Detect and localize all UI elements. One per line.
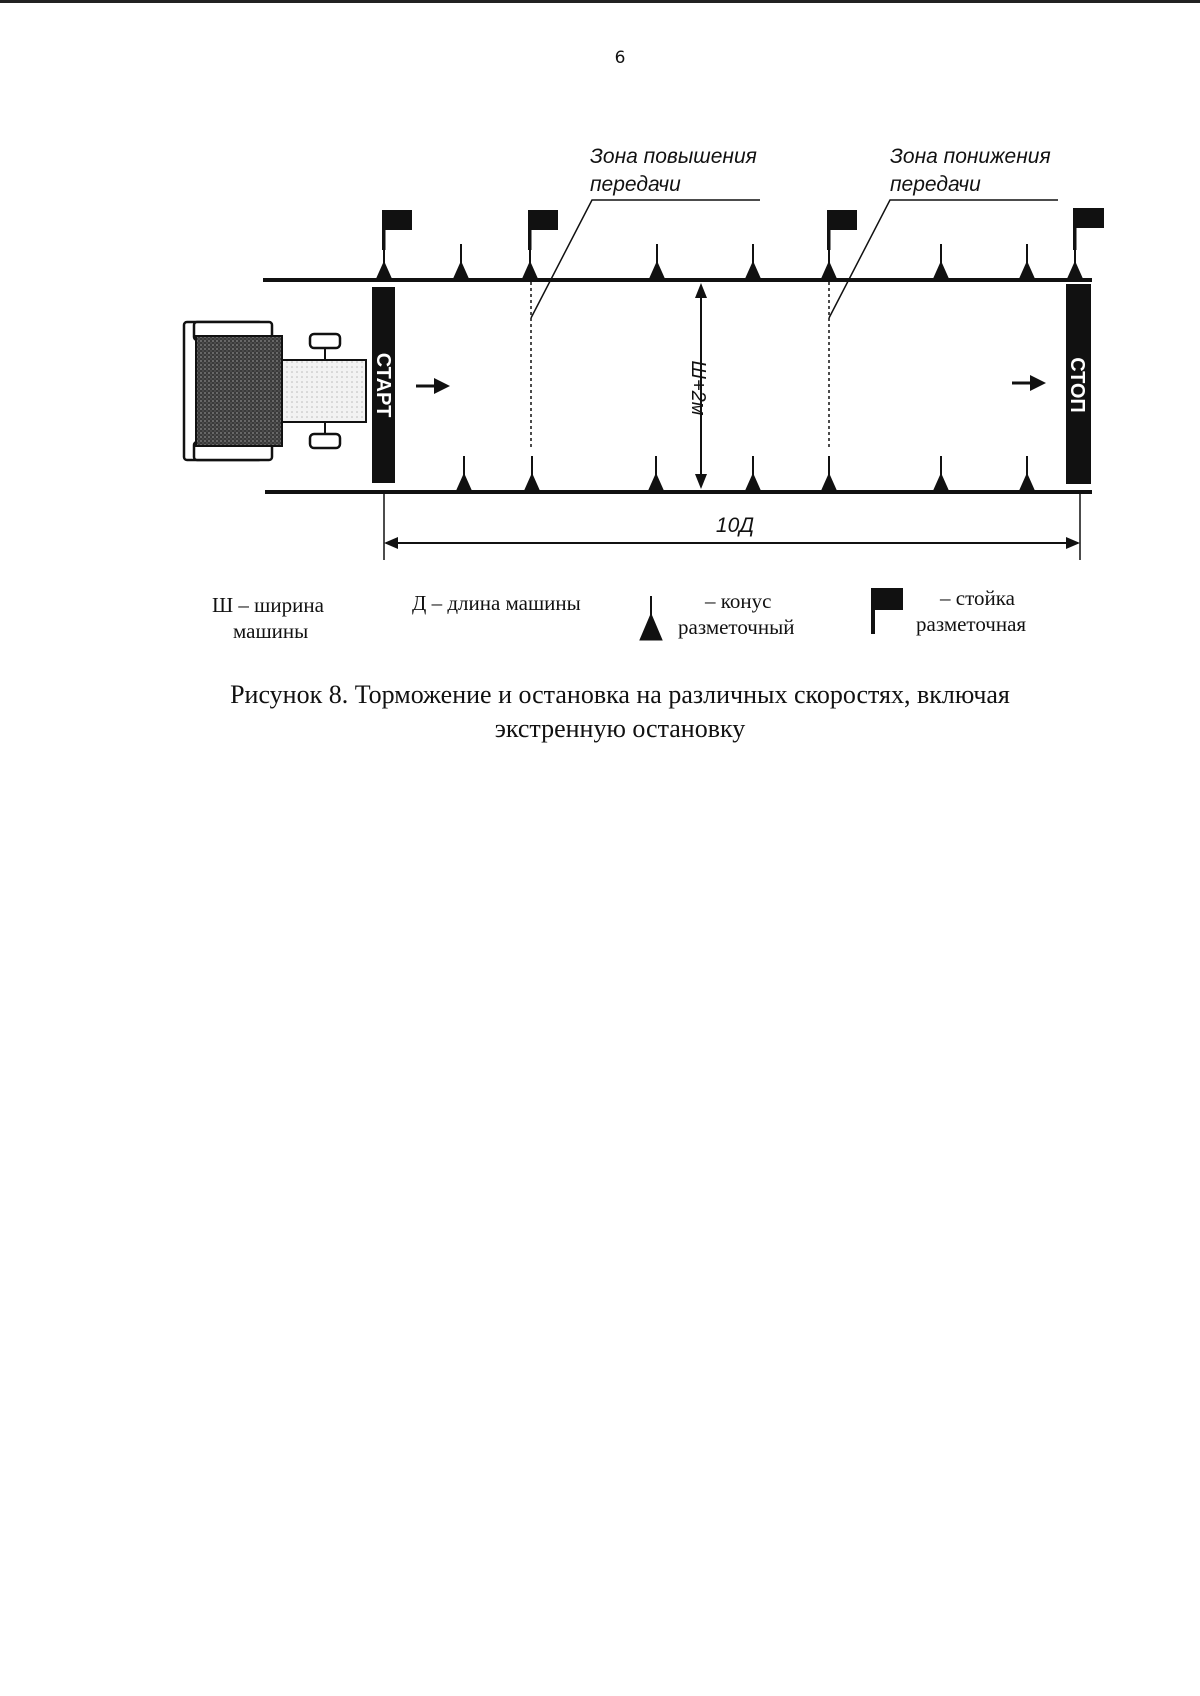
post-icon — [382, 210, 412, 250]
cone-icon — [1019, 244, 1035, 280]
post-icon — [1073, 208, 1104, 250]
length-dimension — [384, 494, 1080, 560]
start-label: СТАРТ — [372, 352, 394, 418]
legend-width-line2: машины — [233, 619, 309, 643]
legend-cone-line1: – конус — [705, 589, 772, 613]
legend-cone-icon — [640, 596, 662, 640]
zone-up-leader — [531, 200, 760, 318]
cone-icon — [933, 456, 949, 492]
zone-up-label-line1: Зона повышения — [590, 145, 757, 168]
stop-arrow-icon — [1012, 375, 1046, 391]
figure-caption — [130, 678, 1110, 746]
bottom-cones — [456, 456, 1035, 492]
figure-caption-line1: Рисунок 8. Торможение и остановка на различных скоростях, включая — [230, 680, 1010, 709]
legend-post — [916, 585, 1026, 637]
zone-down-leader — [829, 200, 1058, 318]
top-posts — [382, 208, 1104, 250]
legend-width — [212, 592, 324, 644]
legend-post-icon — [871, 588, 903, 634]
post-icon — [827, 210, 857, 250]
zone-up-label-line2: передачи — [590, 173, 681, 196]
post-icon — [528, 210, 558, 250]
zone-down-label-line2: передачи — [890, 173, 981, 196]
zone-down-label-line1: Зона понижения — [890, 145, 1051, 168]
cone-icon — [745, 456, 761, 492]
cone-icon — [745, 244, 761, 280]
width-dimension-label: Ш+2м — [687, 360, 709, 416]
cone-icon — [933, 244, 949, 280]
cone-icon — [649, 244, 665, 280]
page-number: 6 — [614, 48, 626, 68]
cone-icon — [453, 244, 469, 280]
legend-length: Д – длина машины — [412, 591, 581, 615]
cone-icon — [821, 456, 837, 492]
cone-icon — [1019, 456, 1035, 492]
legend-post-line1: – стойка — [940, 586, 1015, 610]
legend-cone — [678, 588, 794, 640]
width-dimension — [687, 283, 709, 489]
legend-width-line1: Ш – ширина — [212, 593, 324, 617]
length-dimension-label: 10Д — [715, 514, 755, 537]
legend-post-line2: разметочная — [916, 612, 1027, 636]
cone-icon — [524, 456, 540, 492]
top-cones — [376, 244, 1083, 280]
figure-caption-line2: экстренную остановку — [494, 714, 746, 743]
start-arrow-icon — [416, 378, 450, 394]
stop-label: СТОП — [1066, 357, 1088, 413]
cone-icon — [648, 456, 664, 492]
legend-cone-line2: разметочный — [678, 615, 795, 639]
cone-icon — [456, 456, 472, 492]
vehicle-icon — [184, 322, 366, 460]
